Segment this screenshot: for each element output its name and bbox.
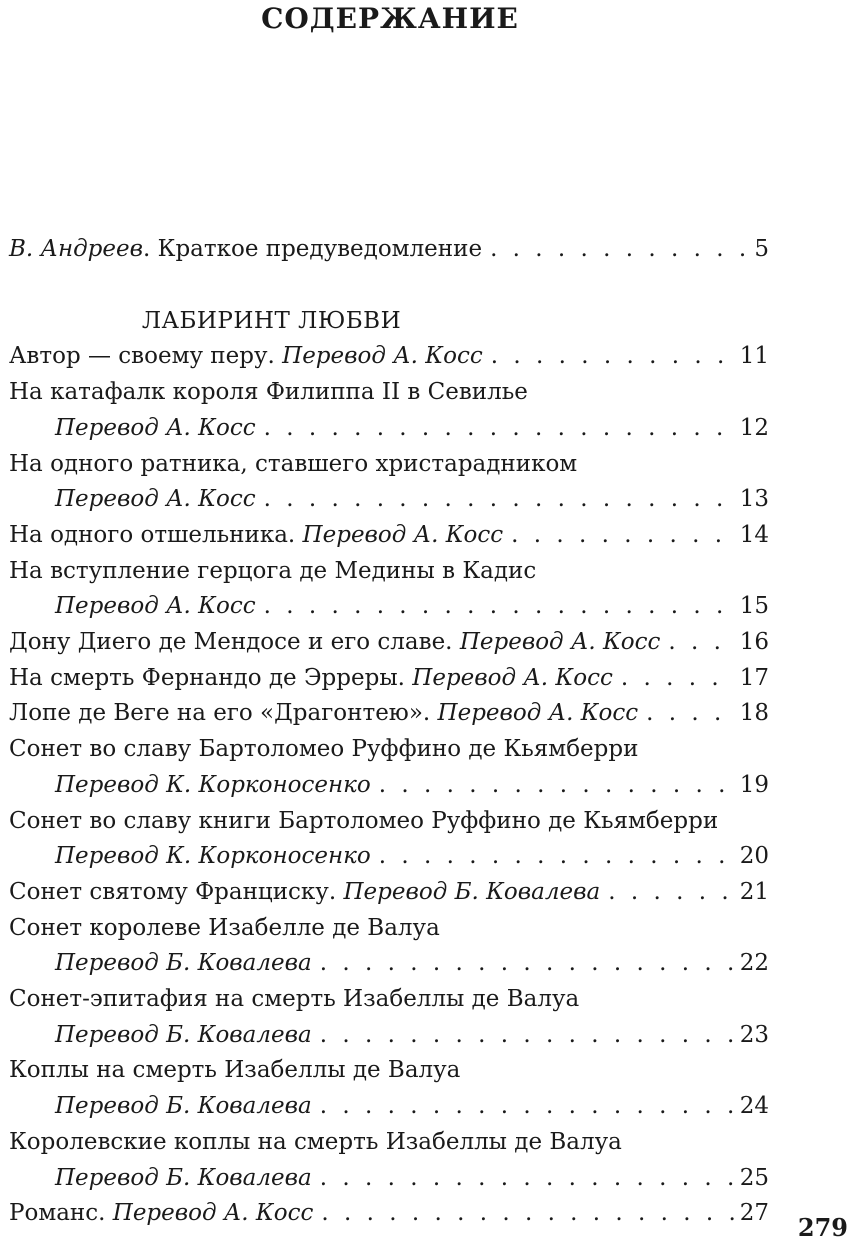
toc-entry[interactable]	[9, 447, 769, 518]
entry-translator: Перевод А. Косс	[55, 414, 256, 441]
entry-page-number: 18	[739, 700, 769, 727]
toc-entry[interactable]	[9, 1053, 769, 1124]
leader-dots	[621, 661, 734, 697]
entry-page-number: 16	[739, 629, 769, 656]
section-heading: ЛАБИРИНТ ЛЮБВИ	[141, 307, 402, 334]
entry-page-number: 21	[739, 878, 769, 905]
entry-translator: Перевод А. Косс	[55, 593, 256, 620]
entry-title: Королевские коплы на смерть Изабеллы де Валуа	[9, 1128, 622, 1155]
entry-translator: Перевод А. Косс	[459, 629, 661, 656]
leader-dots	[320, 1018, 734, 1054]
toc-entry[interactable]	[9, 911, 769, 982]
entry-page-number: 15	[739, 593, 769, 620]
leader-dots	[511, 518, 734, 554]
entry-page-number: 5	[754, 236, 769, 262]
toc-entry[interactable]	[9, 696, 769, 732]
entry-title: Романс.	[9, 1200, 106, 1227]
entry-title: На одного отшельника.	[9, 521, 296, 548]
entry-title: Лопе де Веге на его «Драгонтею».	[9, 700, 431, 727]
entry-title: На катафалк короля Филиппа II в Севилье	[9, 379, 528, 406]
entry-page-number: 19	[739, 771, 769, 798]
entry-title: Краткое предуведомление	[157, 236, 483, 262]
toc-entry-intro[interactable]	[9, 232, 769, 268]
toc-entry[interactable]	[9, 875, 769, 911]
entry-title: На одного ратника, ставшего христарадником	[9, 450, 578, 477]
entry-title: Сонет королеве Изабелле де Валуа	[9, 914, 440, 941]
entry-translator: Перевод Б. Ковалева	[55, 950, 312, 977]
entry-page-number: 14	[739, 521, 769, 548]
entry-author: В. Андреев	[9, 236, 144, 262]
entry-translator: Перевод Б. Ковалева	[55, 1021, 312, 1048]
entry-translator: Перевод К. Корконосенко	[55, 771, 371, 798]
leader-dots	[320, 1161, 734, 1197]
entry-page-number: 27	[739, 1200, 769, 1227]
toc-entry[interactable]	[9, 1125, 769, 1196]
entry-translator: Перевод Б. Ковалева	[343, 878, 601, 905]
entry-title: На вступление герцога де Медины в Кадис	[9, 557, 537, 584]
toc-entry[interactable]	[9, 982, 769, 1053]
entry-page-number: 25	[739, 1164, 769, 1191]
leader-dots	[646, 696, 734, 732]
entry-translator: Перевод А. Косс	[437, 700, 639, 727]
entry-translator: Перевод Б. Ковалева	[55, 1093, 312, 1120]
toc-entry[interactable]	[9, 554, 769, 625]
entry-translator: Перевод А. Косс	[302, 521, 504, 548]
entry-title: Сонет во славу Бартоломео Руффино де Кьямберри	[9, 736, 639, 763]
leader-dots	[264, 411, 734, 447]
toc-entry[interactable]	[9, 804, 769, 875]
entry-title: Дону Диего де Мендосе и его славе.	[9, 629, 453, 656]
leader-dots	[379, 768, 734, 804]
entry-page-number: 13	[739, 486, 769, 513]
leader-dots	[264, 482, 734, 518]
entry-title: На смерть Фернандо де Эрреры.	[9, 664, 405, 691]
toc-entry[interactable]	[9, 339, 769, 375]
toc-entry[interactable]	[9, 732, 769, 803]
entry-translator: Перевод А. Косс	[282, 343, 483, 370]
leader-dots	[321, 1196, 733, 1232]
entry-page-number: 11	[739, 343, 769, 370]
entry-page-number: 20	[739, 843, 769, 870]
entry-title: Сонет-эпитафия на смерть Изабеллы де Валуа	[9, 986, 580, 1013]
page-title: СОДЕРЖАНИЕ	[261, 2, 519, 35]
toc-entry[interactable]	[9, 518, 769, 554]
leader-dots	[668, 625, 733, 661]
leader-dots	[491, 339, 734, 375]
entry-translator: Перевод А. Косс	[112, 1200, 314, 1227]
table-of-contents	[9, 232, 769, 1232]
toc-entry[interactable]	[9, 661, 769, 697]
entry-text: В. Андреев. Краткое предуведомление	[9, 236, 483, 262]
entry-title: Сонет святому Франциску.	[9, 878, 337, 905]
leader-dots	[490, 232, 748, 268]
entry-page-number: 23	[739, 1021, 769, 1048]
entry-title: Коплы на смерть Изабеллы де Валуа	[9, 1057, 461, 1084]
entry-title: Сонет во славу книги Бартоломео Руффино де Кьямберри	[9, 807, 719, 834]
entry-page-number: 12	[739, 414, 769, 441]
entry-page-number: 24	[739, 1093, 769, 1120]
leader-dots	[320, 1089, 734, 1125]
entry-translator: Перевод К. Корконосенко	[55, 843, 371, 870]
leader-dots	[608, 875, 733, 911]
entry-title: Автор — своему перу.	[9, 343, 275, 370]
entry-page-number: 17	[739, 664, 769, 691]
page-folio-number: 279	[797, 1213, 848, 1242]
entry-page-number: 22	[739, 950, 769, 977]
toc-entry[interactable]	[9, 625, 769, 661]
leader-dots	[320, 946, 734, 982]
entry-translator: Перевод Б. Ковалева	[55, 1164, 312, 1191]
entry-translator: Перевод А. Косс	[55, 486, 256, 513]
toc-entry[interactable]	[9, 1196, 769, 1232]
toc-entry[interactable]	[9, 375, 769, 446]
leader-dots	[264, 589, 734, 625]
entry-translator: Перевод А. Косс	[412, 664, 613, 691]
leader-dots	[379, 839, 734, 875]
